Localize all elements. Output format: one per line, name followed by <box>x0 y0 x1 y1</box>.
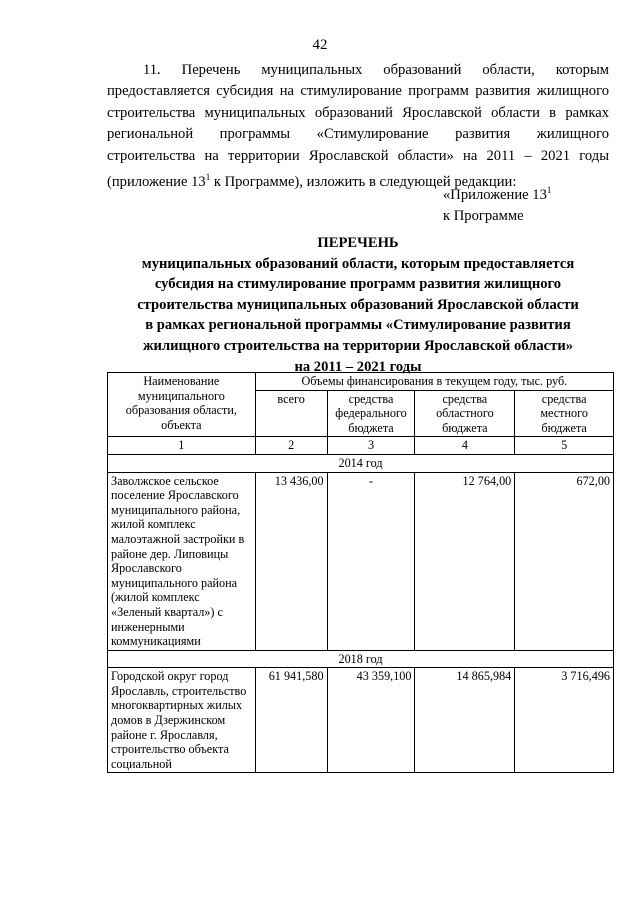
header-local: средства местного бюджета <box>515 390 614 437</box>
intro-paragraph <box>107 60 609 193</box>
appendix-line-1 <box>443 180 551 206</box>
appendix-superscript: 1 <box>546 185 552 195</box>
object-name: Заволжское сельское поселение Ярославского муниципального района, жилой комплекс малоэтажной застройки в районе дер. Липовицы Ярославского муниципального района (жилой комплекс «Зеленый квартал») с инженерными коммуникациями <box>108 472 256 650</box>
appendix-label: «Приложение 13 <box>443 186 547 203</box>
col-number: 3 <box>327 437 415 455</box>
value-federal: - <box>327 472 415 650</box>
title-line: жилищного строительства на территории Ярославской области» <box>142 337 574 354</box>
year-row <box>108 454 614 472</box>
value-regional: 12 764,00 <box>415 472 515 650</box>
header-regional: средства областного бюджета <box>415 390 515 437</box>
title-line: муниципальных образований области, которым предоставляется <box>141 255 575 272</box>
col-number: 5 <box>515 437 614 455</box>
funding-table <box>107 372 614 773</box>
page-number: 42 <box>312 37 328 53</box>
value-federal: 43 359,100 <box>327 668 415 773</box>
title-line: строительства муниципальных образований Ярославской области <box>137 296 579 313</box>
title-line: в рамках региональной программы «Стимулирование развития <box>145 317 571 334</box>
header-total: всего <box>255 390 327 437</box>
year-row <box>108 650 614 668</box>
value-total: 61 941,580 <box>255 668 327 773</box>
value-local: 3 716,496 <box>515 668 614 773</box>
intro-text: 11. Перечень муниципальных образований области, которым предоставляется субсидия на стимулирование программ развития жилищного строительства муниципальных образований Ярославской области в рамках региональной программы «Стимулирование развития жилищного строительства на территории Ярославской области» на 2011 – 2021 годы (приложение 13 <box>107 62 609 190</box>
table-row <box>108 472 614 650</box>
title-line: субсидия на стимулирование программ развития жилищного <box>154 276 562 293</box>
appendix-line-2: к Программе <box>443 207 524 224</box>
value-regional: 14 865,984 <box>415 668 515 773</box>
column-number-row <box>108 437 614 455</box>
year-label: 2018 год <box>108 650 614 668</box>
table-row <box>108 668 614 773</box>
intro-superscript: 1 <box>205 172 211 183</box>
table-header-row <box>108 373 614 391</box>
col-number: 2 <box>255 437 327 455</box>
header-name: Наименование муниципального образования области, объекта <box>108 373 256 437</box>
value-local: 672,00 <box>515 472 614 650</box>
intro-text-tail: к Программе), изложить в следующей редакции: <box>210 173 517 190</box>
header-volumes: Объемы финансирования в текущем году, тыс. руб. <box>255 373 613 391</box>
document-title <box>107 233 609 377</box>
header-federal: средства федерального бюджета <box>327 390 415 437</box>
title-line: на 2011 – 2021 годы <box>294 358 422 375</box>
object-name: Городской округ город Ярославль, строительство многоквартирных жилых домов в Дзержинском районе г. Ярославля, строительство объекта социальной <box>108 668 256 773</box>
appendix-reference <box>443 180 551 227</box>
value-total: 13 436,00 <box>255 472 327 650</box>
col-number: 1 <box>108 437 256 455</box>
year-label: 2014 год <box>108 454 614 472</box>
title-heading: ПЕРЕЧЕНЬ <box>317 235 399 251</box>
col-number: 4 <box>415 437 515 455</box>
